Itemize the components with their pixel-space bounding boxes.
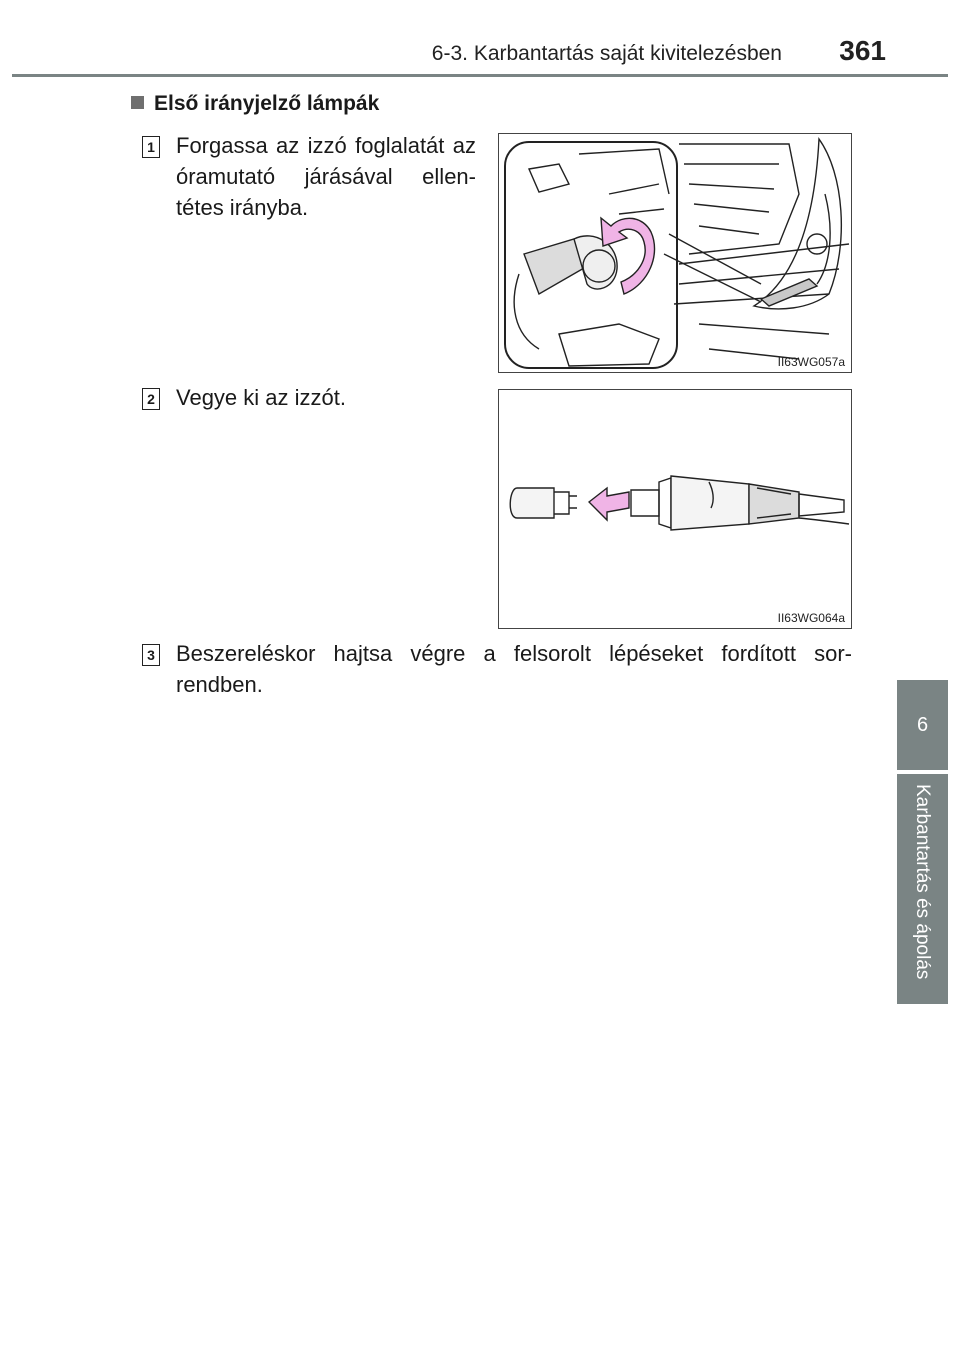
chapter-tab [897,774,948,1004]
heading-square-icon [131,96,144,109]
page-number: 361 [839,35,886,66]
header-rule [12,74,948,77]
step-badge-3: 3 [142,644,160,666]
figure-code-1: II63WG057a [777,355,845,369]
section-heading [131,92,379,116]
section-heading-text: Első irányjelző lámpák [154,92,380,115]
step-text-2: Vegye ki az izzót. [176,385,346,410]
header-title: 6-3. Karbantartás saját kivitelezésben [431,42,782,65]
figure-2-illustration [499,390,852,629]
step-badge-1: 1 [142,136,160,158]
chapter-tab-number: 6 [897,680,948,770]
figure-1-illustration [499,134,852,373]
figure-bulb-removal [498,389,852,629]
chapter-tab-label: Karbantartás és ápolás [912,784,933,980]
step-text-1: Forgassa az izzó foglalatát az óramutató járásával ellen-tétes irányba. [176,133,476,220]
step-text-3: Beszereléskor hajtsa végre a felsorolt lépéseket fordított sor-rendben. [176,641,852,697]
figure-bulb-socket-rotate [498,133,852,373]
figure-code-2: II63WG064a [777,611,845,625]
step-badge-2: 2 [142,388,160,410]
